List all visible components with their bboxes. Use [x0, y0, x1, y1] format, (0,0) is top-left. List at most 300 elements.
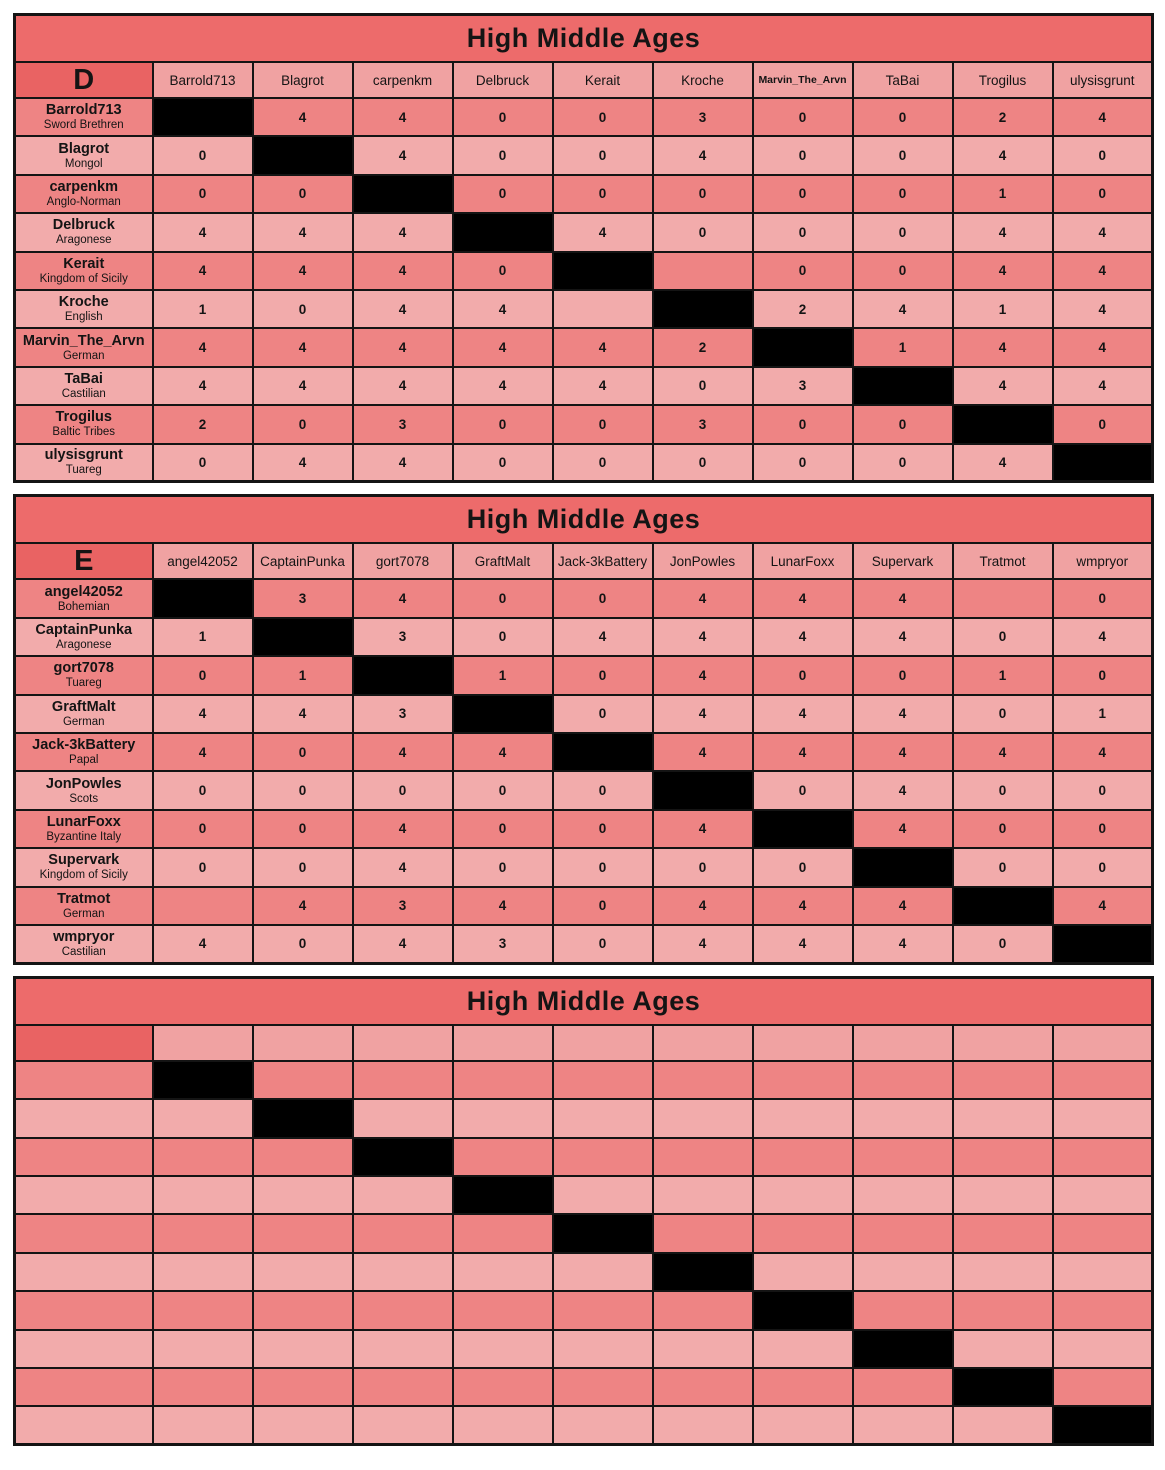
diagonal-cell — [953, 405, 1053, 443]
score-cell — [253, 1406, 353, 1444]
score-cell: 4 — [253, 328, 353, 366]
player-cell — [15, 367, 153, 405]
table-row — [15, 328, 1153, 366]
score-cell: 4 — [453, 290, 553, 328]
score-cell: 4 — [853, 618, 953, 656]
player-cell — [15, 618, 153, 656]
score-cell — [753, 1253, 853, 1291]
score-cell: 0 — [653, 175, 753, 213]
player-name: ulysisgrunt — [44, 447, 123, 464]
score-cell: 4 — [1053, 252, 1153, 290]
score-cell: 0 — [653, 444, 753, 482]
score-cell — [853, 1291, 953, 1329]
score-cell — [853, 1368, 953, 1406]
score-cell: 4 — [253, 887, 353, 925]
score-cell: 0 — [453, 848, 553, 886]
civ-name: Scots — [69, 792, 99, 805]
diagonal-cell — [353, 656, 453, 694]
score-cell: 0 — [553, 656, 653, 694]
civ-name: Kingdom of Sicily — [39, 272, 128, 285]
column-header: TaBai — [853, 62, 953, 98]
score-cell — [953, 1330, 1053, 1368]
score-cell — [553, 1176, 653, 1214]
score-cell — [753, 1368, 853, 1406]
score-cell — [153, 1291, 253, 1329]
score-cell — [953, 1406, 1053, 1444]
score-cell: 0 — [853, 213, 953, 251]
score-cell: 4 — [353, 367, 453, 405]
score-cell: 0 — [753, 444, 853, 482]
column-header: wmpryor — [1053, 543, 1153, 579]
score-cell: 4 — [353, 290, 453, 328]
table-row — [15, 887, 1153, 925]
score-cell: 0 — [253, 290, 353, 328]
score-cell: 3 — [353, 405, 453, 443]
score-cell — [353, 1330, 453, 1368]
table-row — [15, 1368, 1153, 1406]
score-cell: 4 — [353, 925, 453, 963]
score-cell: 4 — [853, 887, 953, 925]
score-cell: 1 — [153, 618, 253, 656]
score-cell: 0 — [953, 771, 1053, 809]
diagonal-cell — [753, 810, 853, 848]
score-cell — [453, 1330, 553, 1368]
diagonal-cell — [153, 579, 253, 617]
column-header — [353, 1025, 453, 1061]
score-cell — [953, 1138, 1053, 1176]
score-cell — [553, 1061, 653, 1099]
score-cell — [853, 1406, 953, 1444]
column-header: carpenkm — [353, 62, 453, 98]
column-header: Supervark — [853, 543, 953, 579]
score-cell: 4 — [853, 695, 953, 733]
column-header — [753, 1025, 853, 1061]
column-header — [453, 1025, 553, 1061]
score-cell: 4 — [653, 925, 753, 963]
score-cell — [953, 579, 1053, 617]
score-cell — [653, 1176, 753, 1214]
score-cell: 4 — [753, 618, 853, 656]
player-name: Barrold713 — [45, 102, 122, 119]
score-cell — [553, 1368, 653, 1406]
score-cell: 4 — [553, 328, 653, 366]
civ-name: Mongol — [64, 157, 103, 170]
player-cell — [15, 733, 153, 771]
column-header: JonPowles — [653, 543, 753, 579]
player-cell — [15, 1061, 153, 1099]
score-cell — [753, 1330, 853, 1368]
score-cell — [553, 1291, 653, 1329]
score-cell: 0 — [553, 98, 653, 136]
table-row — [15, 1176, 1153, 1214]
diagonal-cell — [453, 213, 553, 251]
player-cell — [15, 1176, 153, 1214]
score-cell: 4 — [653, 618, 753, 656]
diagonal-cell — [353, 1138, 453, 1176]
table-row — [15, 1214, 1153, 1252]
score-cell — [653, 1368, 753, 1406]
score-cell: 4 — [153, 695, 253, 733]
diagonal-cell — [553, 252, 653, 290]
score-cell — [753, 1061, 853, 1099]
player-cell — [15, 1253, 153, 1291]
score-cell: 4 — [453, 328, 553, 366]
score-cell — [253, 1253, 353, 1291]
player-cell — [15, 695, 153, 733]
table-row — [15, 733, 1153, 771]
column-header: Kerait — [553, 62, 653, 98]
score-cell: 4 — [653, 579, 753, 617]
score-cell: 4 — [753, 579, 853, 617]
score-cell: 4 — [653, 695, 753, 733]
table-row — [15, 1253, 1153, 1291]
score-cell: 4 — [753, 733, 853, 771]
score-cell: 4 — [153, 367, 253, 405]
score-cell — [453, 1214, 553, 1252]
column-header — [853, 1025, 953, 1061]
civ-name: German — [62, 349, 105, 362]
score-cell: 4 — [753, 925, 853, 963]
civ-name: Aragonese — [55, 638, 112, 651]
score-cell: 3 — [753, 367, 853, 405]
score-cell: 4 — [353, 848, 453, 886]
diagonal-cell — [353, 175, 453, 213]
score-cell: 0 — [253, 771, 353, 809]
score-cell — [153, 1099, 253, 1137]
score-cell: 3 — [453, 925, 553, 963]
score-cell: 4 — [953, 367, 1053, 405]
score-cell — [653, 1061, 753, 1099]
score-cell: 4 — [253, 444, 353, 482]
diagonal-cell — [553, 733, 653, 771]
score-cell: 0 — [553, 695, 653, 733]
score-cell — [353, 1406, 453, 1444]
score-cell: 4 — [253, 695, 353, 733]
score-cell — [253, 1330, 353, 1368]
player-cell — [15, 1368, 153, 1406]
score-cell: 4 — [853, 925, 953, 963]
column-header — [153, 1025, 253, 1061]
score-cell: 0 — [553, 771, 653, 809]
score-cell: 0 — [953, 848, 1053, 886]
score-cell: 4 — [853, 579, 953, 617]
score-cell — [853, 1099, 953, 1137]
score-cell: 0 — [453, 810, 553, 848]
score-cell — [953, 1214, 1053, 1252]
score-cell: 3 — [253, 579, 353, 617]
score-cell — [253, 1368, 353, 1406]
score-cell — [453, 1099, 553, 1137]
player-cell — [15, 1138, 153, 1176]
score-cell — [853, 1176, 953, 1214]
score-cell: 4 — [1053, 618, 1153, 656]
player-name: Supervark — [48, 852, 120, 869]
score-cell: 0 — [253, 925, 353, 963]
column-header: Tratmot — [953, 543, 1053, 579]
player-name: Blagrot — [58, 140, 110, 157]
diagonal-cell — [1053, 1406, 1153, 1444]
table-row — [15, 290, 1153, 328]
score-cell: 0 — [853, 136, 953, 174]
player-cell — [15, 175, 153, 213]
player-name: Delbruck — [52, 217, 115, 234]
score-cell: 1 — [253, 656, 353, 694]
table-row — [15, 810, 1153, 848]
score-cell: 0 — [253, 733, 353, 771]
score-cell — [553, 1406, 653, 1444]
player-cell — [15, 1406, 153, 1444]
score-cell — [353, 1061, 453, 1099]
score-cell — [153, 1330, 253, 1368]
civ-name: English — [64, 311, 103, 324]
player-cell — [15, 252, 153, 290]
score-cell — [653, 1291, 753, 1329]
diagonal-cell — [653, 290, 753, 328]
score-cell — [953, 1291, 1053, 1329]
table-row — [15, 213, 1153, 251]
player-cell — [15, 810, 153, 848]
score-cell: 0 — [653, 367, 753, 405]
score-cell: 4 — [453, 887, 553, 925]
score-cell — [753, 1214, 853, 1252]
table-row — [15, 1406, 1153, 1444]
diagonal-cell — [553, 1214, 653, 1252]
score-cell: 0 — [453, 771, 553, 809]
score-cell: 0 — [353, 771, 453, 809]
score-cell: 0 — [253, 405, 353, 443]
score-cell — [553, 1253, 653, 1291]
score-cell: 4 — [953, 328, 1053, 366]
score-cell: 0 — [553, 848, 653, 886]
score-cell — [353, 1214, 453, 1252]
score-cell: 0 — [753, 98, 853, 136]
civ-name: Sword Brethren — [43, 119, 124, 132]
score-cell: 4 — [353, 444, 453, 482]
group-label: D — [15, 62, 153, 98]
score-cell: 4 — [753, 887, 853, 925]
score-cell — [853, 1061, 953, 1099]
player-name: TaBai — [64, 370, 103, 387]
score-cell — [953, 1176, 1053, 1214]
civ-name: Anglo-Norman — [46, 195, 121, 208]
player-cell — [15, 887, 153, 925]
column-header: GraftMalt — [453, 543, 553, 579]
score-cell — [153, 1406, 253, 1444]
score-cell — [753, 1406, 853, 1444]
score-cell: 4 — [353, 579, 453, 617]
score-cell — [953, 1253, 1053, 1291]
score-cell — [553, 1330, 653, 1368]
score-cell: 1 — [453, 656, 553, 694]
score-cell: 4 — [653, 810, 753, 848]
table-row — [15, 367, 1153, 405]
score-cell: 4 — [853, 290, 953, 328]
score-cell: 4 — [353, 810, 453, 848]
score-cell: 4 — [253, 98, 353, 136]
score-cell: 0 — [753, 213, 853, 251]
matrix-table-blank-2 — [13, 976, 1154, 1446]
score-cell — [653, 252, 753, 290]
player-cell — [15, 213, 153, 251]
score-cell: 0 — [853, 444, 953, 482]
score-cell: 0 — [753, 848, 853, 886]
score-cell — [153, 1176, 253, 1214]
score-cell: 4 — [353, 213, 453, 251]
score-cell: 0 — [1053, 848, 1153, 886]
score-cell: 0 — [953, 618, 1053, 656]
score-cell: 4 — [853, 771, 953, 809]
column-header — [653, 1025, 753, 1061]
diagonal-cell — [1053, 925, 1153, 963]
score-cell — [653, 1138, 753, 1176]
score-cell: 0 — [1053, 175, 1153, 213]
score-cell: 4 — [553, 367, 653, 405]
player-cell — [15, 848, 153, 886]
score-cell — [1053, 1099, 1153, 1137]
table-row — [15, 1330, 1153, 1368]
score-cell: 0 — [1053, 136, 1153, 174]
table-row — [15, 1138, 1153, 1176]
score-cell: 4 — [553, 213, 653, 251]
player-name: CaptainPunka — [35, 621, 133, 638]
player-cell — [15, 1214, 153, 1252]
tables-root — [13, 13, 1152, 1446]
score-cell: 4 — [653, 136, 753, 174]
player-name: JonPowles — [45, 775, 122, 792]
matrix-table-E — [13, 494, 1154, 964]
score-cell — [453, 1291, 553, 1329]
player-cell — [15, 1330, 153, 1368]
player-name: Tratmot — [57, 890, 111, 907]
score-cell — [253, 1061, 353, 1099]
score-cell: 1 — [953, 656, 1053, 694]
player-cell — [15, 1099, 153, 1137]
score-cell: 0 — [1053, 810, 1153, 848]
table-row — [15, 579, 1153, 617]
civ-name: Papal — [69, 754, 99, 767]
score-cell — [153, 1368, 253, 1406]
civ-name: Byzantine Italy — [46, 830, 122, 843]
column-header: Trogilus — [953, 62, 1053, 98]
score-cell: 4 — [653, 733, 753, 771]
diagonal-cell — [853, 367, 953, 405]
score-cell — [553, 1099, 653, 1137]
player-name: wmpryor — [53, 928, 115, 945]
score-cell: 0 — [753, 136, 853, 174]
diagonal-cell — [753, 328, 853, 366]
table-row — [15, 1099, 1153, 1137]
civ-name: Tuareg — [65, 677, 102, 690]
player-cell — [15, 925, 153, 963]
score-cell — [153, 1138, 253, 1176]
score-cell: 0 — [653, 848, 753, 886]
diagonal-cell — [853, 848, 953, 886]
score-cell: 4 — [153, 925, 253, 963]
table-row — [15, 405, 1153, 443]
player-cell — [15, 1291, 153, 1329]
score-cell: 4 — [1053, 98, 1153, 136]
score-cell: 4 — [253, 213, 353, 251]
score-cell — [453, 1368, 553, 1406]
table-row — [15, 848, 1153, 886]
score-cell: 3 — [653, 405, 753, 443]
player-name: Jack-3kBattery — [32, 737, 136, 754]
score-cell: 1 — [1053, 695, 1153, 733]
score-cell: 3 — [353, 695, 453, 733]
score-cell — [1053, 1061, 1153, 1099]
score-cell: 0 — [253, 810, 353, 848]
score-cell: 0 — [453, 405, 553, 443]
civ-name: German — [62, 715, 105, 728]
score-cell — [1053, 1330, 1153, 1368]
score-cell: 0 — [753, 405, 853, 443]
player-name: gort7078 — [53, 660, 114, 677]
table-title: High Middle Ages — [15, 15, 1153, 63]
score-cell: 0 — [753, 656, 853, 694]
table-row — [15, 771, 1153, 809]
score-cell — [1053, 1214, 1153, 1252]
score-cell — [853, 1253, 953, 1291]
score-cell: 0 — [553, 136, 653, 174]
score-cell: 4 — [453, 367, 553, 405]
score-cell — [153, 1214, 253, 1252]
table-row — [15, 1061, 1153, 1099]
score-cell — [453, 1061, 553, 1099]
column-header: Blagrot — [253, 62, 353, 98]
diagonal-cell — [153, 98, 253, 136]
diagonal-cell — [153, 1061, 253, 1099]
column-header: LunarFoxx — [753, 543, 853, 579]
column-header: angel42052 — [153, 543, 253, 579]
score-cell: 2 — [953, 98, 1053, 136]
player-cell — [15, 444, 153, 482]
column-header: Kroche — [653, 62, 753, 98]
civ-name: Baltic Tribes — [52, 426, 116, 439]
score-cell: 4 — [853, 733, 953, 771]
score-cell — [353, 1291, 453, 1329]
score-cell: 4 — [153, 213, 253, 251]
score-cell: 0 — [853, 405, 953, 443]
civ-name: Bohemian — [57, 600, 110, 613]
score-cell: 0 — [553, 579, 653, 617]
score-cell — [253, 1138, 353, 1176]
civ-name: Castilian — [61, 387, 106, 400]
group-label — [15, 1025, 153, 1061]
score-cell: 0 — [453, 618, 553, 656]
score-cell: 0 — [553, 444, 653, 482]
table-title: High Middle Ages — [15, 496, 1153, 544]
score-cell: 3 — [653, 98, 753, 136]
table-row — [15, 1291, 1153, 1329]
column-header — [553, 1025, 653, 1061]
score-cell: 4 — [153, 733, 253, 771]
score-cell: 4 — [353, 136, 453, 174]
table-row — [15, 656, 1153, 694]
score-cell: 0 — [153, 444, 253, 482]
player-cell — [15, 98, 153, 136]
score-cell: 0 — [753, 252, 853, 290]
score-cell — [653, 1099, 753, 1137]
score-cell — [1053, 1138, 1153, 1176]
diagonal-cell — [453, 1176, 553, 1214]
civ-name: Tuareg — [65, 464, 102, 477]
player-cell — [15, 405, 153, 443]
score-cell: 4 — [353, 733, 453, 771]
score-cell — [1053, 1291, 1153, 1329]
score-cell: 0 — [853, 98, 953, 136]
score-cell: 4 — [1053, 290, 1153, 328]
column-header: Marvin_The_Arvn — [753, 62, 853, 98]
